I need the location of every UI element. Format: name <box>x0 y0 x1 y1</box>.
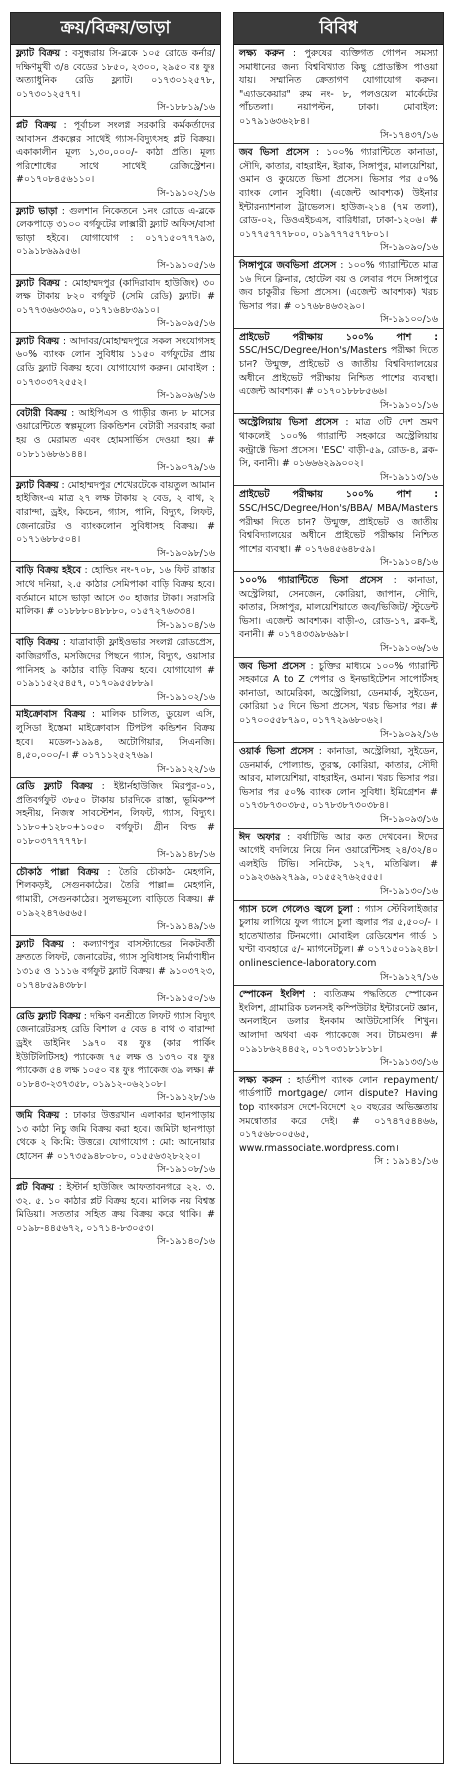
classified-ad <box>11 405 220 477</box>
classified-ad <box>234 45 443 144</box>
classified-ad <box>11 936 220 1008</box>
ad-text <box>16 47 215 101</box>
ad-text <box>239 660 438 728</box>
ad-body: SSC/HSC/Degree/Hon's/BBA/ MBA/Masters পরীক্ষা দিতে চান? উন্মুক্ত, প্রাইভেট ও জাতীয় বিশ্ববিদ্যালয়ের অধীনে প্রাইভেট পরীক্ষায় নিশ্চিত পাশের ব্যবস্থা। # ০১৭৬৪৫৬৪৮৫৯। <box>239 503 438 555</box>
ad-body: : মোহাম্মদপুর শেখেরটেকে বায়তুল আমান হাইজিং-এ মাত্র ২৭ লক্ষ টাকায় ২ বেড, ২ বাথ, ২ বারান্দা, ড্রইং, কিচেন, গ্যাস, পানি, বিদ্যুৎ, লিফট, জেনারেটর ও ব্যাংকলোন সুবিধাসহ বিক্রয়। # ০১৭১৬৮৮৫০৪। <box>16 479 215 546</box>
classified-ad <box>11 117 220 203</box>
ad-title: ১০০% গ্যারান্টিতে ভিসা প্রসেস <box>239 574 383 586</box>
ad-title: প্লট বিক্রয় <box>16 119 57 131</box>
ad-code: সি-১৯১১৩/১৬ <box>379 471 438 483</box>
ad-text <box>16 335 215 389</box>
ad-title: ফ্ল্যাট ভাড়া <box>16 205 58 217</box>
ad-text <box>239 574 438 642</box>
ad-code: সি-১৯১০১/১৬ <box>379 399 438 411</box>
ad-title: ওয়ার্ক ভিসা প্রসেস <box>239 746 314 758</box>
ad-body: : ইষ্টার্নহাউজিং মিরপুর-০১, প্রতিবর্গফুট ৩৮৫০ টাকায় চারদিকে রাস্তা, ভূমিকম্প সহনীয়, নিজস্ব সাবস্টেশন, লিফট, গ্যাস, বিদ্যুৎ। ১১৮০+১২৮০+১০৫০ বর্গফুট। গ্রীন বিল্ড # ০১৮০৩৭৭৭৭৭৮। <box>16 781 215 847</box>
ad-text <box>16 866 215 920</box>
ad-code: সি-১৭৪৩৭/১৬ <box>379 129 438 141</box>
ad-code: সি-১৯১০৪/১৬ <box>379 557 438 569</box>
classified-ad <box>11 275 220 333</box>
ad-text <box>16 938 215 992</box>
classified-ad <box>11 203 220 275</box>
classified-ad <box>11 1008 220 1107</box>
ad-code: সি-১৯১২৮/১৬ <box>156 1092 215 1104</box>
classified-ad <box>234 486 443 572</box>
ad-title: জব ভিসা প্রসেস <box>239 147 309 159</box>
ad-text <box>239 146 438 241</box>
ad-body: : কল্যাণপুর বাসস্ট্যান্ডের নিকটবর্তী দ্রুততে লিফট, জেনারেটর, গ্যাস সুবিধাসহ নির্মাণাধীন ১৩১৫ ও ১১১৬ বর্গফুট ফ্ল্যাট বিক্রয়। # ৯১০৩৭২৩, ০১৭৪৮৫৯৪৩৮৮। <box>16 938 215 991</box>
ad-text <box>16 1109 215 1163</box>
ad-body: : ১০০% গ্যারান্টিতে কানাডা, সৌদি, কাতার, বাহরাইন, ইরাক, সিঙ্গাপুর, মালয়েশিয়া, ওমান ও কুয়েতে ভিসা প্রসেস। ভিসার পর ৫০% ব্যাংক লোন সুবিধা। (এজেন্ট আবশ্যক) উইনার ইন্টারন্যাশনাল ট্রাভেলস। হাউজ-২১৪ (৭ম তলা), রোড-০২, ডিওএইচএস, বারিধারা, ঢাকা-১২০৬। # ০১৭৭৫৭৭৭৮০০, ০১৯৭৭৭৫৭৭৮০১। <box>239 147 438 240</box>
classified-ad <box>234 743 443 829</box>
ad-text <box>239 831 438 885</box>
ad-title: ফ্ল্যাট বিক্রয় <box>16 277 60 289</box>
ad-code: সি-১৯১৩৩/১৬ <box>379 1057 438 1069</box>
miscellaneous-header: বিবিধ <box>234 13 443 45</box>
classified-ad <box>11 1107 220 1179</box>
ad-text <box>16 205 215 259</box>
ad-text <box>239 47 438 129</box>
ad-body: : আইপিএস ও গাড়ীর জন্য ৮ মাসের ওয়ারেন্টিতে স্বল্পমূল্যে রিকন্ডিশন বেটারী সরবরাহ করা হয় ও মেরামত এবং হোমসার্ভিস দেওয়া হয়। # ০১৮১১৬৮৬১৪৪। <box>16 407 216 460</box>
ad-title: জমি বিক্রয় <box>16 1109 60 1121</box>
ad-body: : বর্ষাটিভি আর কত দেখবেন। ঈদের আগেই বদলিয়ে নিয়ে নিন ওয়ারেন্টিসহ ২৪/৩২/৪০ এলইডি টিভি। সনিটেক, ১২৭, মতিঝিল। # ০১৯২৩৬৯২৭৯৯, ০১৫৫২৭৬২৫৫৫। <box>239 831 438 884</box>
ad-body: : ঢাকার উত্তরখান এলাকার ছানপাড়ায় ১৩ কাঠা নিচু জমি বিক্রয় করা হবে। জমিটা ছানপাড়া থেকে ২ কি:মি: উত্তরে। যোগাযোগ : মো: আনোয়ার হোসেন # ০১৭৩৫৯৪৮০৮০, ০১৫৫৬৩২৮২২০। <box>16 1109 216 1162</box>
ad-title: বাড়ি বিক্রয় <box>16 637 59 649</box>
ad-body: : গুলশান নিকেতনে ১নং রোডে এ-ব্লকে লেকপাড়ে ৩১০০ বর্গফুটের লাক্সারী ফ্ল্যাট অফিস/বাসা ভাড়া হইবে। যোগাযোগ : ০১৭১৫০৭৭৭৯৩, ০১৯১৮৬৯৯৫৬। <box>16 205 215 258</box>
ad-code: সি-১৯১২৭/১৬ <box>379 971 438 983</box>
classified-ad <box>234 257 443 329</box>
ad-code: সি-১৯১৫০/১৬ <box>156 993 215 1005</box>
ad-body: : ১০০% গ্যারান্টিতে মাত্র ১৬ দিনে ক্লিনার, হোটেল বয় ও লেবার পদে সিঙ্গাপুরে জব চাকুরীর ভিসা প্রসেস। (এজেন্ট আবশ্যক) খরচ ভিসার পর। # ০১৭৬৮৪৬৩২৯০। <box>239 259 438 312</box>
classified-ad <box>11 864 220 936</box>
ad-title: রেডি ফ্ল্যাট বিক্রয় <box>16 781 93 793</box>
ad-body: : আদাবর/মোহাম্মদপুরে সকল সংযোগসহ ৬০% ব্যাংক লোন সুবিধায় ১১৫০ বর্গফুটের প্রায় রেডি ফ্ল্যাট বিক্রয় হবে। যোগাযোগ করুন। মোবাইল : ০১৭৩০৩৭২৫৫২। <box>16 335 215 388</box>
ad-code: সি-১৯১০২/১৬ <box>156 691 215 703</box>
classified-ad <box>11 333 220 405</box>
ad-title: প্রাইভেট পরীক্ষায় ১০০% পাশ : <box>239 331 438 343</box>
ad-title: সিঙ্গাপুরে জবভিসা প্রসেস <box>239 259 337 271</box>
ad-text <box>239 488 438 556</box>
ad-text <box>16 277 215 318</box>
classified-ad <box>234 329 443 415</box>
ad-code: সি-১৯০৯৬/১৬ <box>156 390 215 402</box>
ad-text <box>239 416 438 470</box>
classified-ad <box>11 1179 220 1250</box>
ad-body: : হোল্ডিং নং-৭০৮, ১৬ ফিট রাস্তার সাথে দনিয়া, ২.৫ কাঠার সেমিপাকা বাড়ি বিক্রয় হবে। বর্তমানে মাসে ভাড়া আসে ৩০ হাজার টাকা। সরাসরি মালিক। # ০১৮৮৮০৪৮৮৮০, ০১৫৭২৭৬৩৩৪। <box>16 565 215 618</box>
ad-code: সি-১৯১২২/১৬ <box>156 763 215 775</box>
ad-text <box>239 331 438 399</box>
classified-ad <box>11 778 220 864</box>
ad-code: সি-১৯১০৪/১৬ <box>156 619 215 631</box>
ad-code: সি-১৯১০২/১৬ <box>156 187 215 199</box>
ad-text <box>16 479 215 547</box>
ad-title: লক্ষ্য করুন <box>239 1074 282 1086</box>
ad-text <box>16 564 215 618</box>
classified-ad <box>234 1072 443 1170</box>
ad-text <box>16 708 215 762</box>
buy-sell-rent-header: ক্রয়/বিক্রয়/ভাড়া <box>11 13 220 45</box>
ad-body: : গ্যাস স্টেবিলাইজার চুলায় লাগিয়ে ফুল গ্যাসে চুলা জ্বলার পর ৫,৫০০/- । হাতেখাতার টিনমগো। মোবাইল রেডিয়েশন গার্ড ১ ঘণ্টা ব্যবহারে ৫/- ম্যাগনেটচুল। # ০১৭১৫০১৯২৪৮। onlinescience-laboratory.com <box>239 903 438 969</box>
ad-body: : যাত্রাবাড়ী ফ্লাইওভার সংলগ্ন রোডপ্রেস, কাজিরগাঁও, মসজিদের পিছনে গ্যাস, বিদ্যুৎ, ওয়াসার পানিসহ ৯ কাঠার বাড়ি বিক্রয় হবে। যোগাযোগ # ০১৯১১৫২৫৪৫৭, ০১৭০৯৫৫৮৮৯। <box>16 637 216 690</box>
ad-text <box>16 1010 215 1092</box>
ad-title: রেডি ফ্ল্যাট বিক্রয় <box>16 1010 81 1022</box>
ad-body: : চুক্তির মাধ্যমে ১০০% গ্যারান্টি সহকারে A to Z পেপার ও ইনভাইটেশন সাপোর্টসহ কানাডা, আমেরিকা, অস্ট্রেলিয়া, ডেনমার্ক, সুইডেন, কোরিয়া ১৫ দিনে ভিসা প্রসেস, খরচ ভিসার পর। # ০১৭০০৫৫৮৭৯০, ০১৭৭২৯৬৮০৬২। <box>239 660 438 726</box>
ad-text <box>239 903 438 971</box>
classified-ad <box>11 45 220 117</box>
ad-title: ঈদ অফার <box>239 831 281 843</box>
ad-title: লক্ষ্য করুন <box>239 48 285 59</box>
ad-title: ফ্ল্যাট বিক্রয় <box>16 938 64 950</box>
ad-body: : পূর্বাচল সংলগ্ন সরকারি কর্মকর্তাদের আবাসন প্রকল্পের সাথেই গ্যাস-বিদ্যুৎসহ প্লট বিক্রয়। একাকালীন মূল্য ১,৩০,০০০/- কাঠা প্রতি। মূল্য পরিশোধের সাথে সাথেই রেজিস্ট্রেশন। #০১৭০৮৪৫৬১১০। <box>16 119 215 186</box>
ad-title: চৌকাঠ পাল্লা বিক্রয় <box>16 866 99 878</box>
classified-ad <box>234 986 443 1072</box>
classified-ad <box>234 572 443 658</box>
ad-body: : মোহাম্মদপুর (কাদিরাবাদ হাউজিং) ৩০ লক্ষ টাকায় ৮২০ বর্গফুট (সেমি রেডি) ফ্ল্যাট। # ০১৭৭৩৬৬৩৩৯০, ০১৭১৬৪৮৩৯১০। <box>16 277 215 316</box>
ad-text <box>16 1181 215 1235</box>
right-ads-list <box>234 45 443 1170</box>
classified-ad <box>234 829 443 901</box>
ad-text <box>16 119 215 187</box>
ad-body: : মাত্র ৩টি দেশ ভ্রমণ থাকলেই ১০০% গ্যারান্টি সহকারে অস্ট্রেলিয়ায় কন্ট্রাক্টে ভিসা প্রসেস। 'ESC' বাড়ী-৫৯, রোড-৪, ব্লক-সি, বনানী। # ০১৬৬৬২৯৯০০২। <box>239 417 438 470</box>
classified-ad <box>11 562 220 634</box>
classified-ad <box>234 414 443 486</box>
ad-title: গ্যাস চলে গেলেও জ্বলে চুলা <box>239 903 353 915</box>
ad-text <box>16 780 215 848</box>
ad-code: সি-১৯০৯৫/১৬ <box>156 318 215 330</box>
ad-code: সি-১৯০৯৮/১৬ <box>156 547 215 559</box>
ad-code: সি-১৮৮১৯/১৬ <box>156 102 215 114</box>
ad-title: অস্ট্রেলিয়ায় ভিসা প্রসেস <box>239 417 339 429</box>
ad-title: প্লট বিক্রয় <box>16 1181 54 1193</box>
ad-body: : পুরুষের ব্যক্তিগত গোপন সমস্যা সমাধানের জন্য বিশ্ববিখ্যাত কিছু প্রোডাক্টস পাওয়া যায়। সম্মানিত ক্রেতাগণ যোগাযোগ করুন। "এ্যাডকেয়ার" রুম নং- ৮, পলওয়েল মার্কেটের পাঁচতলা। নয়াপল্টন, ঢাকা। মোবাইল: ০১৭৯১৬৩৬২৮৪। <box>239 48 438 127</box>
ad-title: ফ্ল্যাট বিক্রয় <box>16 479 59 491</box>
buy-sell-rent-column <box>10 12 221 1764</box>
classified-ad <box>234 658 443 744</box>
classified-ad <box>11 706 220 778</box>
ad-title: ফ্ল্যাট বিক্রয় <box>16 48 61 59</box>
ad-body: : মালিক চালিত, ডুয়েল এসি, লুসিডা ইস্তেমা মাইক্রোবাস টিপটপ কন্ডিশন বিক্রয় হবে। মডেল-১৯৯৪, অটোগিয়ার, সিএনজি। ৪,৫০,০০০/-। # ০১৭১১২৫২৭৬৯। <box>16 709 215 762</box>
ad-title: জব ভিসা প্রসেস <box>239 660 306 672</box>
ad-text <box>16 636 215 690</box>
ad-code: সি-১৯০৯২/১৬ <box>379 728 438 740</box>
classified-ad <box>11 477 220 563</box>
ad-code: সি-১৯১০০/১৬ <box>379 314 438 326</box>
classified-ad <box>234 901 443 987</box>
ad-body: : হার্ডশীপ ব্যাংক লোন repayment/ গার্ডপার্টি mortgage/ লোন dispute? Having top ব্যাংকারস দেশে-বিদেশে ২০ বছরের অভিজ্ঞতায় সমন্বোতার করে দেই। # ০১৭৪৭৫৪৪৬৬, ০১৭৫৬৮০০৫৬৫, www.rmassociate.wordpress.com। <box>239 1074 439 1154</box>
left-ads-list <box>11 45 220 1250</box>
ad-title: প্রাইভেট পরীক্ষায় ১০০% পাশ : <box>239 489 438 501</box>
ad-body: SSC/HSC/Degree/Hon's/Masters পরীক্ষা দিতে চান? উন্মুক্ত, প্রাইভেট ও জাতীয় বিশ্ববিদ্যালয়ের অধীনে প্রাইভেট পরীক্ষায় নিশ্চিত পাশের ব্যবস্থা। এজেন্ট আবশ্যক। # ০১৭০১৮৮৮৫৬৬। <box>239 345 438 398</box>
ad-title: বেটারী বিক্রয় <box>16 407 67 419</box>
ad-title: মাইক্রোবাস বিক্রয় <box>16 709 86 721</box>
ad-code: সি-১৯১০৮/১৬ <box>156 1164 215 1176</box>
ad-title: ফ্ল্যাট বিক্রয় <box>16 335 60 347</box>
ad-body: : কানাডা, অস্ট্রেলিয়া, সুইডেন, ডেনমার্ক, পোল্যান্ড, তুরস্ক, কোরিয়া, কাতার, সৌদী আরব, মালয়েশিয়া, বাহরাইন, ওমান। খরচ ভিসার পর। ভিসার পর ৫০% ব্যাংক লোন সুবিধা। ইমিগ্রেশন # ০১৭৩৮৭৩০৩৮৫, ০১৭৮৩৮৭৩০৩৮৪। <box>239 746 438 812</box>
ad-code: সি-১৯১০৬/১৬ <box>379 642 438 654</box>
ad-text <box>239 988 438 1056</box>
ad-text <box>239 1074 438 1156</box>
ad-code: সি-১৯১৪৯/১৬ <box>156 921 215 933</box>
ad-code: সি-১৯১৪৮/১৬ <box>156 849 215 861</box>
ad-code: সি : ১৯১৪১/১৬ <box>374 1156 438 1168</box>
ad-text <box>16 407 215 461</box>
ad-title: বাড়ি বিক্রয় হইবে <box>16 565 81 577</box>
ad-text <box>239 745 438 813</box>
ad-text <box>239 259 438 313</box>
ad-body: : বসুন্ধরায় সি-ব্লকে ১০৫ রোডে কর্নার/দক্ষিণমুখী ৩/৪ বেডের ১৮৫০, ২৩০০, ২৯৫০ বঃ ফুঃ অত্যাধুনিক রেডি ফ্ল্যাট। ০১৭৩০১২৫৭৮, ০১৭৩০১২৫৭৭। <box>16 48 215 100</box>
classified-ad <box>234 144 443 257</box>
ad-body: : ব্যতিক্রম পদ্ধতিতে স্পোকেন ইংলিশ, গ্রামারিক চলনসই কম্পিউটার ইন্টারনেট জ্ঞান, অনলাইনে ডলার ইনকাম আউটসোর্সিং শিখুন। আলাদা অথবা এক প্যাকেজে সব। টাচমণ্ডদ। # ০১৯১৮৬২৪৪৫২, ০১৭০৩১৮১৮১৮। <box>239 989 439 1055</box>
ad-code: সি-১৯০৯০/১৬ <box>379 242 438 254</box>
ad-body: : কানাডা, অস্ট্রেলিয়া, সেনজেন, কোরিয়া, জাপান, সৌদি, কাতার, সিঙ্গাপুর, মালয়েশিয়াতে জব/ভিজিট/ স্টুডেন্ট ভিসা। এজেন্ট আবশ্যক। বাড়ী-৩, রোড-১৭, ব্লক-ই, বনানী। # ০১৭৪৩৩৯৮৬৯৮। <box>239 574 438 641</box>
ad-code: সি-১৯১৩০/১৬ <box>379 886 438 898</box>
ad-body: : তৈরি চৌকাঠ- মেহগনি, শিলকড়ই, সেগুনকাঠের। তৈরি পাল্লা= মেহগনি, গামারী, সেগুনকাঠের। সুলভমূল্যে বাড়িতে বিক্রয়। # ০১৯২২৪৭৬৫৬৫। <box>16 866 216 919</box>
ad-body: : ইস্টার্ন হাউজিং আফতাবনগরে ২২. ৩. ৩২. ৫. ১০ কাঠার প্লট বিক্রয় হবে। মালিক নয় বিশ্বস্ত মিডিয়া। সততার সহিত ক্রয় বিক্রয় করে থাকি। # ০১৯৮-৪৪৫৬৭২, ০১৭১৪-৮৩০৫৩। <box>16 1181 215 1234</box>
classified-ad <box>11 634 220 706</box>
ad-code: সি-১৯১০৫/১৬ <box>156 259 215 271</box>
ad-title: স্পোকেন ইংলিশ <box>239 989 305 1001</box>
ad-code: সি-১৯০৯৩/১৬ <box>379 814 438 826</box>
ad-code: সি-১৯১৪০/১৬ <box>156 1236 215 1248</box>
miscellaneous-column <box>233 12 444 1764</box>
ad-code: সি-১৯০৭৯/১৬ <box>156 462 215 474</box>
ad-body: : দক্ষিণ বনশ্রীতে লিফট গ্যাস বিদ্যুৎ জেনারেটরসহ রেডি বিশাল ৫ বেড ৪ বাথ ৩ বারান্দা ড্রইং ডাইনিং ১৯৭০ বঃ ফুঃ (কার পার্কিং ইউটিলিটিসহ) প্যাকেজ ৭৫ লক্ষ ও ১৩৭০ বঃ ফুঃ প্যাকেজ ৫৪ লক্ষ ১০৫০ বঃ ফুঃ প্যাকেজ ৩৯ লক্ষ। # ০১৮৪৩-২৩৭৩৫৮, ০১৯১২-০৬২১০৮। <box>16 1010 215 1090</box>
